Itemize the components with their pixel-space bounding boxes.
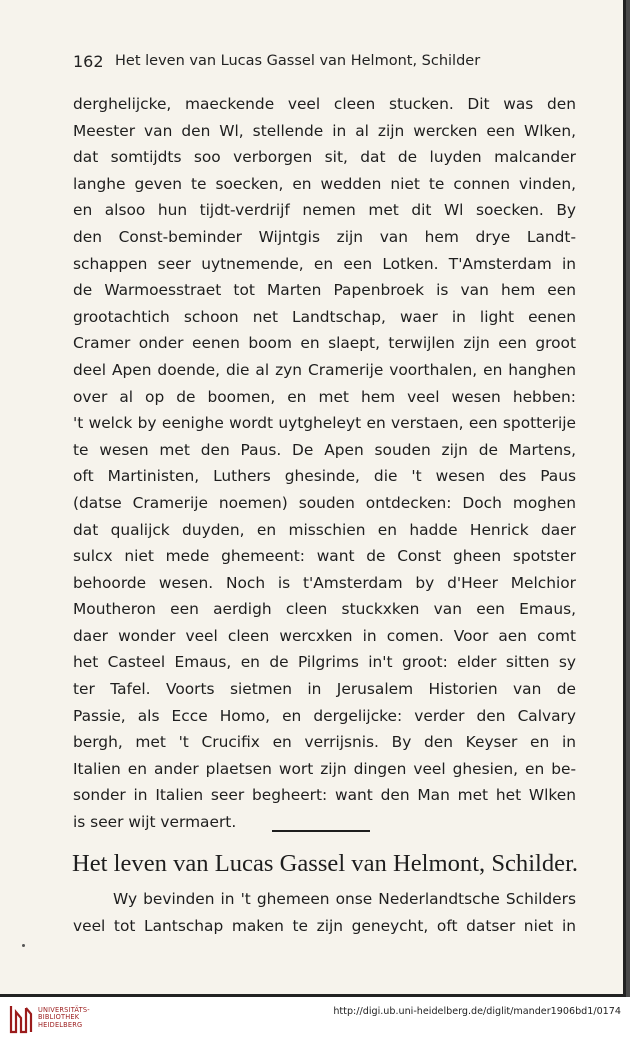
text-line: derghelijcke, maeckende veel cleen stucken. Dit was den	[73, 95, 576, 113]
running-head: Het leven van Lucas Gassel van Helmont, Schilder	[115, 53, 481, 69]
text-line: Moutheron een aerdigh cleen stuckxken van een Emaus,	[73, 600, 576, 619]
library-name	[38, 1007, 158, 1029]
text-line: langhe geven te soecken, en wedden niet te connen vinden,	[73, 174, 576, 193]
text-line: sonder in Italien seer begheert: want den Man met het Wlken	[73, 786, 576, 805]
text-line: bergh, met 't Crucifix en verrijsnis. By den Keyser en in	[73, 733, 576, 752]
text-line: Wy bevinden in 't ghemeen onse Nederlandtsche Schilders	[113, 890, 576, 908]
section-title: Het leven van Lucas Gassel van Helmont, Schilder.	[72, 850, 579, 877]
body-text	[73, 91, 576, 836]
text-line: deel Apen doende, die al zyn Cramerije voorthalen, en hanghen	[73, 360, 576, 379]
text-line: dat qualijck duyden, en misschien en hadde Henrick daer	[73, 520, 576, 539]
text-line: (datse Cramerije noemen) souden ontdecken: Doch moghen	[73, 493, 576, 512]
section-text	[73, 886, 576, 939]
text-line: dat somtijdts soo verborgen sit, dat de luyden malcander	[73, 148, 576, 167]
page-header	[73, 50, 523, 74]
text-line: Cramer onder eenen boom en slaept, terwijlen zijn een groot	[73, 334, 576, 353]
text-line: over al op de boomen, en met hem veel wesen hebben:	[73, 387, 576, 406]
text-line: en alsoo hun tijdt-verdrijf nemen met dit Wl soecken. By	[73, 201, 576, 220]
text-line: den Const-beminder Wijntgis zijn van hem drye Landt-	[73, 227, 576, 246]
text-line: ter Tafel. Voorts sietmen in Jerusalem Historien van de	[73, 680, 576, 699]
text-line: schappen seer uytnemende, en een Lotken. T'Amsterdam in	[73, 254, 576, 273]
library-logo-icon[interactable]	[8, 1004, 34, 1034]
section-divider	[272, 830, 370, 832]
text-line: te wesen met den Paus. De Apen souden zijn de Martens,	[73, 440, 576, 459]
text-line: daer wonder veel cleen wercxken in comen. Voor aen comt	[73, 626, 576, 645]
text-line: veel tot Lantschap maken te zijn geneycht, oft datser niet in	[73, 916, 576, 935]
text-line: is seer wijt vermaert.	[73, 813, 237, 832]
text-line: behoorde wesen. Noch is t'Amsterdam by d'Heer Melchior	[73, 573, 576, 592]
text-line: Passie, als Ecce Homo, en dergelijcke: verder den Calvary	[73, 706, 576, 725]
margin-mark	[22, 944, 25, 947]
library-name-line: HEIDELBERG	[38, 1020, 83, 1029]
text-line: sulcx niet mede ghemeent: want de Const gheen spotster	[73, 547, 576, 566]
text-line: grootachtich schoon net Landtschap, waer in light eenen	[73, 307, 576, 326]
text-line: Meester van den Wl, stellende in al zijn wercken een Wlken,	[73, 121, 576, 140]
library-name-line: BIBLIOTHEK	[38, 1013, 80, 1022]
permalink-url[interactable]: http://digi.ub.uni-heidelberg.de/diglit/mander1906bd1/0174	[333, 1006, 621, 1017]
text-line: 't welck by eenighe wordt uytgheleyt en verstaen, een spotterije	[73, 414, 576, 433]
footer-bar	[0, 997, 630, 1041]
text-line: oft Martinisten, Luthers ghesinde, die 't wesen des Paus	[73, 467, 576, 486]
text-line: de Warmoesstraet tot Marten Papenbroek is van hem een	[73, 281, 576, 300]
text-line: het Casteel Emaus, en de Pilgrims in't groot: elder sitten sy	[73, 653, 576, 672]
page-number: 162	[73, 52, 104, 71]
text-line: Italien en ander plaetsen wort zijn dingen veel ghesien, en be-	[73, 759, 576, 778]
library-name-line: UNIVERSITÄTS-	[38, 1006, 90, 1014]
